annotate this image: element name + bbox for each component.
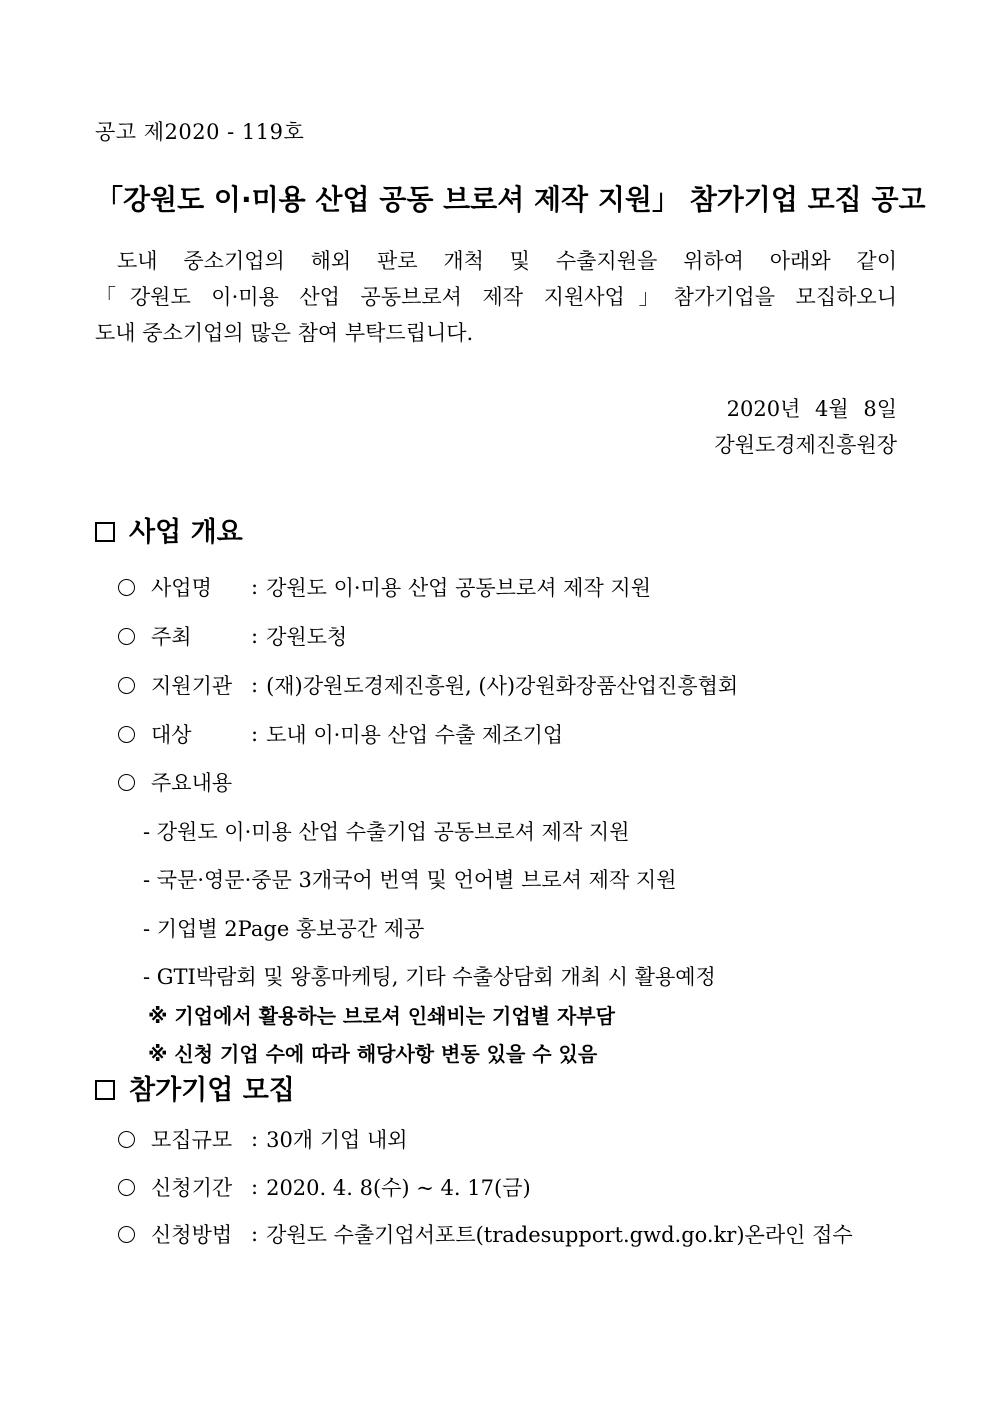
section-heading-recruitment xyxy=(95,1068,295,1107)
item-label: 대상 xyxy=(151,723,192,747)
item-separator: : xyxy=(251,1222,259,1246)
item-separator: : xyxy=(251,575,259,599)
item-value: 도내 이·미용 산업 수출 제조기업 xyxy=(266,723,564,747)
item-separator: : xyxy=(251,1127,259,1151)
item-label: 주요내용 xyxy=(151,771,233,795)
overview-item-host xyxy=(118,621,347,651)
content-subitem: - GTI박람회 및 왕홍마케팅, 기타 수출상담회 개최 시 활용예정 xyxy=(143,965,716,989)
item-value: 2020. 4. 8(수) ~ 4. 17(금) xyxy=(266,1176,531,1200)
item-label: 주최 xyxy=(151,625,192,649)
circle-bullet-icon xyxy=(118,677,135,694)
circle-bullet-icon xyxy=(118,1179,135,1196)
content-subitem: - 국문·영문·중문 3개국어 번역 및 언어별 브로셔 제작 지원 xyxy=(143,868,677,892)
section-heading-text: 사업 개요 xyxy=(129,517,243,548)
section-heading-overview xyxy=(95,510,243,549)
checkbox-square-icon xyxy=(95,522,115,542)
announcement-date: 2020년 4월 8일 xyxy=(726,397,897,421)
note-text: ※ 신청 기업 수에 따라 해당사항 변동 있을 수 있음 xyxy=(148,1042,598,1066)
intro-line: 도내 중소기업의 해외 판로 개척 및 수출지원을 위하여 아래와 같이 xyxy=(117,249,897,273)
section-heading-text: 참가기업 모집 xyxy=(129,1075,295,1106)
issuer-name: 강원도경제진흥원장 xyxy=(714,433,897,457)
item-value: (재)강원도경제진흥원, (사)강원화장품산업진흥협회 xyxy=(266,674,739,698)
intro-line: 「강원도 이·미용 산업 공동브로셔 제작 지원사업」참가기업을 모집하오니 xyxy=(95,285,897,309)
item-value: 30개 기업 내외 xyxy=(266,1128,408,1152)
item-value: 강원도청 xyxy=(266,625,348,649)
item-label: 사업명 xyxy=(151,576,212,600)
item-separator: : xyxy=(251,673,259,697)
note-text: ※ 기업에서 활용하는 브로셔 인쇄비는 기업별 자부담 xyxy=(148,1004,615,1028)
intro-paragraph xyxy=(95,243,897,351)
item-label: 모집규모 xyxy=(151,1128,233,1152)
overview-item-support-org xyxy=(118,670,738,700)
intro-line: 도내 중소기업의 많은 참여 부탁드립니다. xyxy=(95,321,474,345)
circle-bullet-icon xyxy=(118,1226,135,1243)
item-separator: : xyxy=(251,722,259,746)
item-label: 신청기간 xyxy=(151,1176,233,1200)
content-subitem: - 기업별 2Page 홍보공간 제공 xyxy=(143,917,425,941)
circle-bullet-icon xyxy=(118,774,135,791)
overview-item-target xyxy=(118,719,563,749)
overview-item-name xyxy=(118,572,651,602)
item-separator: : xyxy=(251,1175,259,1199)
item-separator: : xyxy=(251,624,259,648)
item-value: 강원도 수출기업서포트(tradesupport.gwd.go.kr)온라인 접수 xyxy=(266,1223,853,1247)
recruit-item-period xyxy=(118,1172,531,1202)
circle-bullet-icon xyxy=(118,1131,135,1148)
circle-bullet-icon xyxy=(118,579,135,596)
circle-bullet-icon xyxy=(118,726,135,743)
recruit-item-method xyxy=(118,1219,853,1249)
recruit-item-scale xyxy=(118,1124,408,1154)
item-value: 강원도 이·미용 산업 공동브로셔 제작 지원 xyxy=(266,576,651,600)
page-title: 「강원도 이·미용 산업 공동 브로셔 제작 지원」 참가기업 모집 공고 xyxy=(95,183,926,216)
item-label: 지원기관 xyxy=(151,674,233,698)
overview-item-main-content xyxy=(118,767,232,797)
content-subitem: - 강원도 이·미용 산업 수출기업 공동브로셔 제작 지원 xyxy=(143,820,630,844)
notice-number: 공고 제2020 - 119호 xyxy=(95,120,305,144)
checkbox-square-icon xyxy=(95,1080,115,1100)
circle-bullet-icon xyxy=(118,628,135,645)
item-label: 신청방법 xyxy=(151,1223,233,1247)
